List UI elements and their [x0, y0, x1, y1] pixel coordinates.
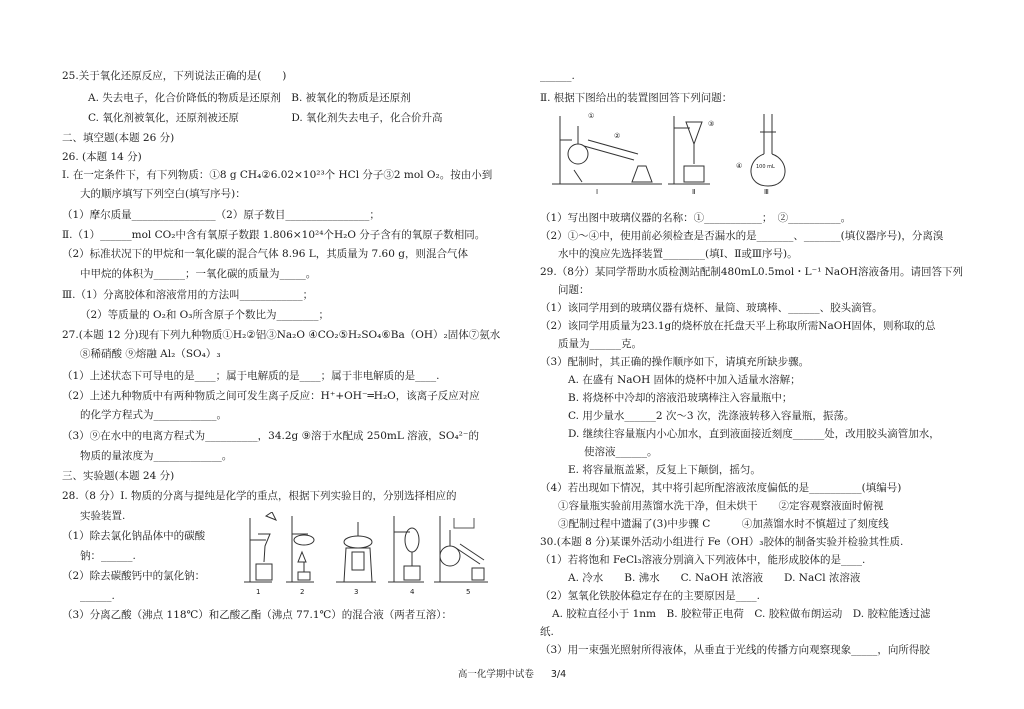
apparatus-number: 4 — [410, 588, 415, 596]
separation-apparatus-figure — [244, 512, 488, 598]
q28-q3: （3）分离乙酸（沸点 118℃）和乙酸乙酯（沸点 77.1℃）的混合液（两者互溶）： — [62, 609, 453, 621]
apparatus-number: 1 — [256, 588, 261, 596]
q29-step-b: B. 将烧杯中冷却的溶液沿玻璃棒注入容量瓶中； — [568, 392, 793, 404]
q28-stem: 28.（8 分）Ⅰ. 物质的分离与提纯是化学的重点，根据下列实验目的，分别选择相应的 — [62, 490, 457, 502]
apparatus-number: 5 — [466, 588, 471, 596]
page-footer — [0, 666, 1024, 680]
q30-q1-options: A. 冷水 B. 沸水 C. NaOH 浓溶液 D. NaCl 浓溶液 — [568, 572, 861, 584]
q29-q1: （1）该同学用到的玻璃仪器有烧杯、量筒、玻璃棒、______、胶头滴管。 — [540, 302, 883, 314]
q28-part2-q2: （2）①～④中，使用前必须检查是否漏水的是_______、_______(填仪器序号)，分离溴 — [540, 230, 944, 242]
q28-q1-cont: 钠：______. — [80, 550, 136, 562]
q29-stem-cont: 问题： — [558, 284, 590, 296]
q29-step-d-cont: 使溶液______。 — [584, 446, 658, 458]
q29-step-d: D. 继续往容量瓶内小心加水，直到液面接近刻度______处，改用胶头滴管加水， — [568, 428, 940, 440]
apparatus-III-volumetric-flask — [751, 114, 785, 186]
q28-stem-cont: 实验装置. — [80, 510, 126, 522]
q28-q3-answer-blank: ______. — [540, 70, 575, 82]
apparatus-3-distillation-flask — [336, 522, 376, 582]
figure-label-III: Ⅲ — [764, 188, 769, 196]
q26-part1-stem: Ⅰ. 在一定条件下，有下列物质：①8 g CH₄②6.02×10²³个 HCl 分子③2 mol O₂。按由小到 — [62, 169, 493, 181]
q27-q3-cont: 物质的量浓度为_____________。 — [80, 450, 233, 462]
apparatus-1-filtration — [244, 512, 276, 582]
figure-label-2: ② — [614, 132, 621, 140]
flask-volume-label: 100 mL — [756, 164, 775, 170]
q30-q2-options: A. 胶粒直径小于 1nm B. 胶粒带正电荷 C. 胶粒做布朗运动 D. 胶粒能透过滤 — [552, 608, 931, 620]
q29-q2: （2）该同学用质量为23.1g的烧杯放在托盘天平上称取所需NaOH固体，则称取的总 — [540, 320, 936, 332]
figure-label-I: Ⅰ — [596, 188, 599, 196]
section-fill-in-heading: 二、填空题(本题 26 分) — [62, 132, 175, 144]
figure-label-II: Ⅱ — [692, 188, 696, 196]
q29-stem: 29.（8分）某同学帮助水质检测站配制480mL0.5mol・L⁻¹ NaOH溶液备用。请回答下列 — [540, 266, 963, 278]
q25-stem: 25.关于氧化还原反应，下列说法正确的是( ) — [62, 70, 287, 82]
q30-stem: 30.(本题 8 分)某课外活动小组进行 Fe（OH）₃胶体的制备实验并检验其性质. — [540, 536, 904, 548]
q25-options-ab: A. 失去电子，化合价降低的物质是还原剂 B. 被氧化的物质是还原剂 — [88, 92, 411, 104]
q26-part3-q2: （2）等质量的 O₂和 O₃所含原子个数比为________； — [80, 309, 329, 321]
q26-part1-instruction: 大的顺序填写下列空白(填写序号)： — [80, 188, 246, 200]
q29-q3: （3）配制时，其正确的操作顺序如下，请填充所缺步骤。 — [540, 356, 810, 368]
q28-part2-q1: （1）写出图中玻璃仪器的名称：①___________； ②__________。 — [540, 212, 852, 224]
q30-q1: （1）若将饱和 FeCl₃溶液分别滴入下列液体中，能形成胶体的是____. — [540, 554, 866, 566]
q29-q4-options-12: ①容量瓶实验前用蒸馏水洗干净，但未烘干 ②定容观察液面时俯视 — [558, 500, 884, 512]
q26-part1-blanks: （1）摩尔质量________________（2）原子数目________________； — [62, 209, 380, 221]
q29-step-e: E. 将容量瓶盖紧，反复上下颠倒，摇匀。 — [568, 464, 761, 476]
figure-label-3: ③ — [708, 120, 715, 128]
q29-q4: （4）若出现如下情况，其中将引起所配溶液浓度偏低的是__________(填编号) — [540, 482, 902, 494]
apparatus-number: 3 — [354, 588, 359, 596]
apparatus-2-evaporation — [286, 516, 314, 582]
q29-step-a: A. 在盛有 NaOH 固体的烧杯中加入适量水溶解； — [568, 374, 801, 386]
apparatus-4-separatory-funnel — [388, 516, 424, 582]
q28-q2-cont: ______. — [80, 590, 115, 602]
apparatus-number: 2 — [300, 588, 305, 596]
q27-stem-cont: ⑧稀硝酸 ⑨熔融 Al₂（SO₄）₃ — [80, 348, 221, 360]
apparatus-5-distillation — [434, 516, 488, 582]
q28-q1: （1）除去氯化钠晶体中的碳酸 — [62, 530, 206, 542]
q26-part2-q1: Ⅱ.（1）______mol CO₂中含有氧原子数跟 1.806×10²⁴个H₂O 分子含有的氧原子数相同。 — [62, 229, 486, 241]
q27-q1: （1）上述状态下可导电的是____；属于电解质的是____；属于非电解质的是____. — [62, 370, 440, 382]
figure-label-4: ④ — [736, 162, 743, 170]
footer-title: 高一化学期中试卷 — [457, 669, 534, 680]
q27-q2: （2）上述九种物质中有两种物质之间可发生离子反应：H⁺+OH⁻═H₂O，该离子反应对应 — [62, 390, 480, 402]
q27-stem: 27.(本题 12 分)现有下列九种物质①H₂②铝③Na₂O ④CO₂⑤H₂SO₄⑥Ba（OH）₂固体⑦氨水 — [62, 329, 501, 341]
page-number: 3/4 — [550, 669, 567, 680]
glassware-figure — [550, 110, 800, 202]
q26-heading: 26. (本题 14 分) — [62, 151, 142, 163]
q26-part2-q2-cont: 中甲烷的体积为______；一氧化碳的质量为_____。 — [80, 268, 317, 280]
q30-q2-options-cont: 纸. — [540, 626, 554, 638]
q30-q2: （2）氢氧化铁胶体稳定存在的主要原因是____. — [540, 590, 761, 602]
figure-label-1: ① — [588, 112, 595, 120]
q28-part2-q2-cont: 水中的溴应先选择装置________(填Ⅰ、Ⅱ或Ⅲ序号)。 — [558, 248, 798, 260]
q28-q2: （2）除去碳酸钙中的氯化钠： — [62, 570, 206, 582]
apparatus-II-separatory-funnel — [668, 116, 710, 184]
q27-q2-cont: 的化学方程式为____________。 — [80, 409, 227, 421]
q28-part2-stem: Ⅱ. 根据下图给出的装置图回答下列问题： — [540, 92, 733, 104]
q29-q4-options-34: ③配制过程中遗漏了(3)中步骤 C ④加蒸馏水时不慎超过了刻度线 — [558, 518, 889, 530]
q29-q2-cont: 质量为______克。 — [558, 338, 642, 350]
apparatus-I-distillation — [552, 116, 662, 184]
q25-options-cd: C. 氧化剂被氧化，还原剂被还原 D. 氧化剂失去电子，化合价升高 — [88, 112, 443, 124]
q27-q3: （3）⑨在水中的电离方程式为__________，34.2g ⑨溶于水配成 250mL 溶液，SO₄²⁻的 — [62, 430, 479, 442]
q29-step-c: C. 用少量水______2 次～3 次，洗涤液转移入容量瓶，振荡。 — [568, 410, 855, 422]
section-experiment-heading: 三、实验题(本题 24 分) — [62, 470, 175, 482]
q26-part3-q1: Ⅲ.（1）分离胶体和溶液常用的方法叫____________； — [62, 289, 314, 301]
q26-part2-q2: （2）标准状况下的甲烷和一氧化碳的混合气体 8.96 L，其质量为 7.60 g，则混合气体 — [62, 248, 468, 260]
q30-q3: （3）用一束强光照射所得液体，从垂直于光线的传播方向观察现象_____，向所得胶 — [540, 644, 930, 656]
